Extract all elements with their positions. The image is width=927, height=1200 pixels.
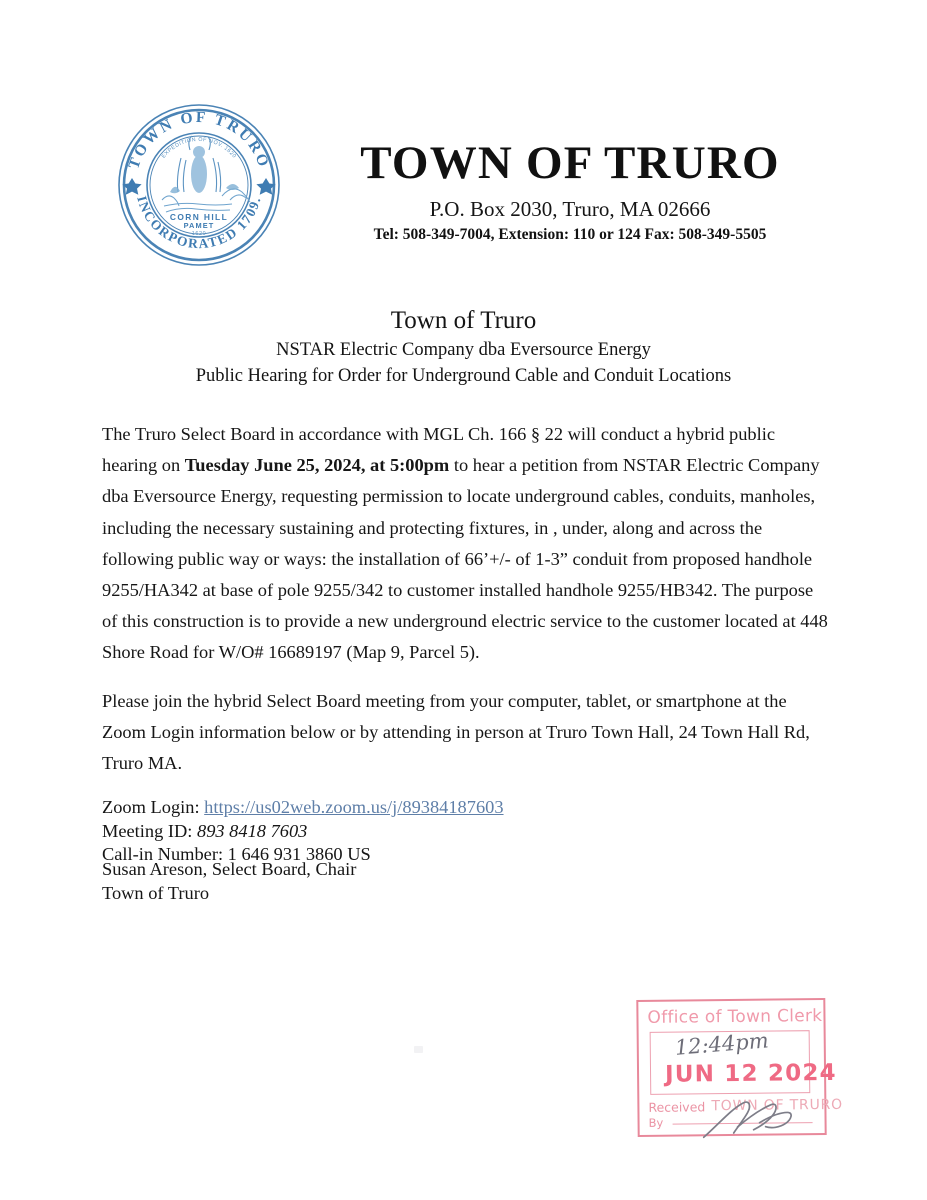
letterhead-text [290, 137, 850, 245]
org-title: TOWN OF TRURO [360, 137, 780, 189]
zoom-meeting-link[interactable]: https://us02web.zoom.us/j/89384187603 [204, 797, 504, 818]
town-seal [114, 100, 284, 270]
hearing-datetime: Tuesday June 25, 2024, at 5:00pm [184, 455, 450, 476]
town-clerk-stamp [636, 998, 844, 1137]
svg-text:1620: 1620 [191, 231, 207, 237]
meeting-id-label: Meeting ID: [102, 820, 197, 841]
svg-text:INCORPORATED 1709.: INCORPORATED 1709. [134, 194, 264, 252]
svg-text:PAMET: PAMET [183, 221, 215, 230]
town-seal-icon [114, 100, 284, 270]
para1-text-before-date: The Truro Select Board in accordance with MGL Ch. 166 § 22 will conduct a hybrid public hearing on [102, 424, 775, 476]
callin-label: Call-in Number: [102, 844, 228, 865]
scan-artifact [414, 1046, 423, 1053]
body-area [102, 419, 828, 867]
zoom-contact-block [102, 796, 828, 867]
stamp-received-label: Received [648, 1099, 706, 1115]
paragraph-join-instructions: Please join the hybrid Select Board meeting from your computer, tablet, or smartphone at the Zoom Login information below or by attending in person at Truro Town Hall, 24 Town Hall Rd, Truro MA. [102, 690, 810, 774]
stamp-date-box [650, 1028, 837, 1095]
stamp-date-text: JUN 12 2024 [664, 1059, 837, 1088]
zoom-login-line [102, 796, 828, 820]
stamp-handwritten-time: 12:44pm [673, 1028, 770, 1060]
stamp-town-name: TOWN OF TRURO [711, 1096, 844, 1115]
org-address: P.O. Box 2030, Truro, MA 02666 [429, 196, 711, 221]
para1-text-after-date: to hear a petition from NSTAR Electric Company dba Eversource Energy, requesting permission to locate underground cables, conduits, manholes, including the necessary sustaining and protecting fixtures, in , under, along and across the following public way or ways: the installation of 66’+/- of 1-3” conduit from proposed handhole 9255/HA342 at base of pole 9255/342 to customer installed handhole 9255/HB342. The purpose of this construction is to provide a new underground electric service to the customer located at 448 Shore Road for W/O# 16689197 (Map 9, Parcel 5). [102, 455, 828, 663]
zoom-login-label: Zoom Login: [102, 797, 205, 818]
stamp-signature-line [673, 1122, 813, 1124]
letterhead [0, 96, 927, 276]
signer-name-title: Susan Areson, Select Board, Chair [102, 859, 357, 879]
subject-company: NSTAR Electric Company dba Eversource Energy [276, 340, 651, 360]
subject-hearing-title: Public Hearing for Order for Underground Cable and Conduit Locations [195, 366, 732, 387]
stamp-title-text: Office of Town Clerk [647, 1006, 823, 1028]
signature-block [102, 858, 356, 905]
svg-text:EXPEDITION OF NOV. 1620: EXPEDITION OF NOV. 1620 [160, 136, 238, 160]
paragraph-hearing-notice [102, 419, 828, 669]
meeting-id-value: 893 8418 7603 [197, 820, 308, 841]
svg-text:CORN HILL: CORN HILL [169, 212, 229, 222]
stamp-by-label: By [648, 1115, 664, 1130]
org-phone-line: Tel: 508-349-7004, Extension: 110 or 124 Fax: 508-349-5505 [373, 226, 767, 244]
subject-block [0, 305, 927, 390]
callin-value: 1 646 931 3860 US [227, 844, 371, 865]
signer-town: Town of Truro [102, 882, 210, 903]
subject-town: Town of Truro [390, 307, 537, 334]
meeting-id-line [102, 820, 828, 844]
svg-text:TOWN OF TRURO: TOWN OF TRURO [125, 108, 273, 172]
